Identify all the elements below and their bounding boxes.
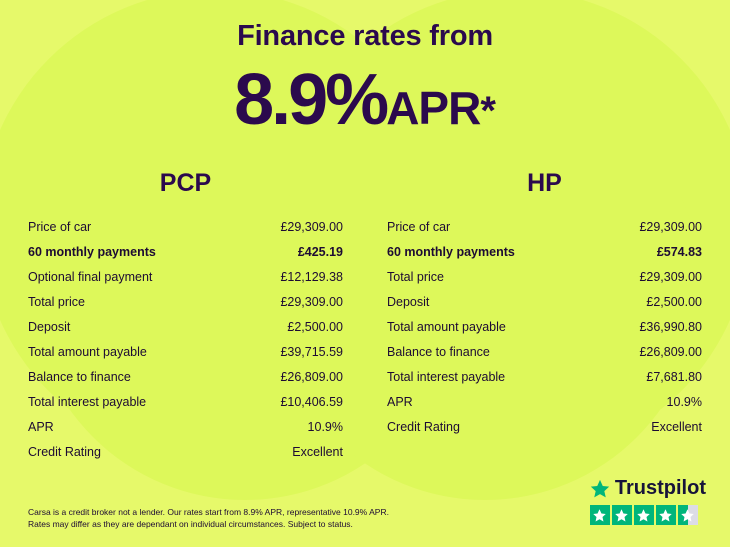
disclaimer-line-2: Rates may differ as they are dependant on individual circumstances. Subject to status.: [28, 519, 353, 530]
table-row: [28, 214, 343, 239]
row-label: APR: [387, 394, 413, 409]
table-row: [28, 264, 343, 289]
row-label: Credit Rating: [387, 419, 460, 434]
star-half-icon: [678, 505, 698, 525]
pcp-table: [28, 214, 343, 464]
row-label: 60 monthly payments: [28, 244, 156, 259]
table-row: [387, 289, 702, 314]
pcp-column: [28, 169, 365, 464]
rate-asterisk: *: [480, 89, 496, 133]
pcp-title: PCP: [159, 169, 212, 197]
hp-title: HP: [527, 169, 562, 197]
hp-table: [387, 214, 702, 439]
table-row: [28, 414, 343, 439]
row-value: £29,309.00: [280, 294, 343, 309]
table-row: [28, 239, 343, 264]
table-row: [387, 339, 702, 364]
row-label: Total price: [387, 269, 444, 284]
row-label: Deposit: [28, 319, 71, 334]
rate-unit: APR: [386, 82, 481, 134]
row-value: Excellent: [651, 419, 702, 434]
row-value: Excellent: [292, 444, 343, 459]
row-value: £574.83: [656, 244, 702, 259]
row-value: £39,715.59: [280, 344, 343, 359]
disclaimer-line-1: Carsa is a credit broker not a lender. Our rates start from 8.9% APR, representative 10.9% APR.: [28, 506, 389, 517]
table-row: [387, 239, 702, 264]
row-label: APR: [28, 419, 54, 434]
star-icon: [590, 505, 610, 525]
table-row: [28, 439, 343, 464]
row-label: Total amount payable: [387, 319, 506, 334]
row-value: £10,406.59: [280, 394, 343, 409]
row-label: Balance to finance: [28, 369, 131, 384]
row-label: Price of car: [387, 219, 451, 234]
star-icon: [612, 505, 632, 525]
table-row: [387, 214, 702, 239]
trustpilot-rating: [590, 505, 706, 525]
finance-comparison: [0, 169, 730, 464]
hp-column: [365, 169, 702, 464]
row-value: 10.9%: [307, 419, 343, 434]
table-row: [28, 339, 343, 364]
table-row: [387, 414, 702, 439]
row-value: £36,990.80: [639, 319, 702, 334]
table-row: [387, 314, 702, 339]
row-label: Price of car: [28, 219, 92, 234]
row-label: Optional final payment: [28, 269, 153, 284]
rate-headline: [0, 59, 730, 141]
trustpilot-badge[interactable]: [590, 477, 706, 525]
row-value: £29,309.00: [639, 269, 702, 284]
row-value: £26,809.00: [639, 344, 702, 359]
row-label: Total amount payable: [28, 344, 147, 359]
table-row: [28, 289, 343, 314]
row-value: £29,309.00: [639, 219, 702, 234]
row-label: Total interest payable: [387, 369, 506, 384]
row-value: 10.9%: [666, 394, 702, 409]
row-label: Credit Rating: [28, 444, 101, 459]
row-value: £29,309.00: [280, 219, 343, 234]
table-row: [387, 264, 702, 289]
star-icon: [634, 505, 654, 525]
star-icon: [590, 479, 610, 499]
row-value: £12,129.38: [280, 269, 343, 284]
row-label: Total interest payable: [28, 394, 147, 409]
row-value: £26,809.00: [280, 369, 343, 384]
trustpilot-label: Trustpilot: [614, 477, 706, 499]
page-title: Finance rates from: [237, 20, 493, 52]
row-value: £2,500.00: [646, 294, 702, 309]
row-value: £425.19: [297, 244, 343, 259]
row-value: £7,681.80: [646, 369, 702, 384]
row-value: £2,500.00: [287, 319, 343, 334]
disclaimer: [28, 506, 389, 532]
table-row: [387, 389, 702, 414]
row-label: Deposit: [387, 294, 430, 309]
row-label: Balance to finance: [387, 344, 490, 359]
row-label: 60 monthly payments: [387, 244, 515, 259]
trustpilot-wordmark: [590, 477, 706, 500]
rate-value: 8.9%: [234, 60, 387, 140]
star-icon: [656, 505, 676, 525]
table-row: [387, 364, 702, 389]
table-row: [28, 364, 343, 389]
table-row: [28, 389, 343, 414]
table-row: [28, 314, 343, 339]
row-label: Total price: [28, 294, 85, 309]
